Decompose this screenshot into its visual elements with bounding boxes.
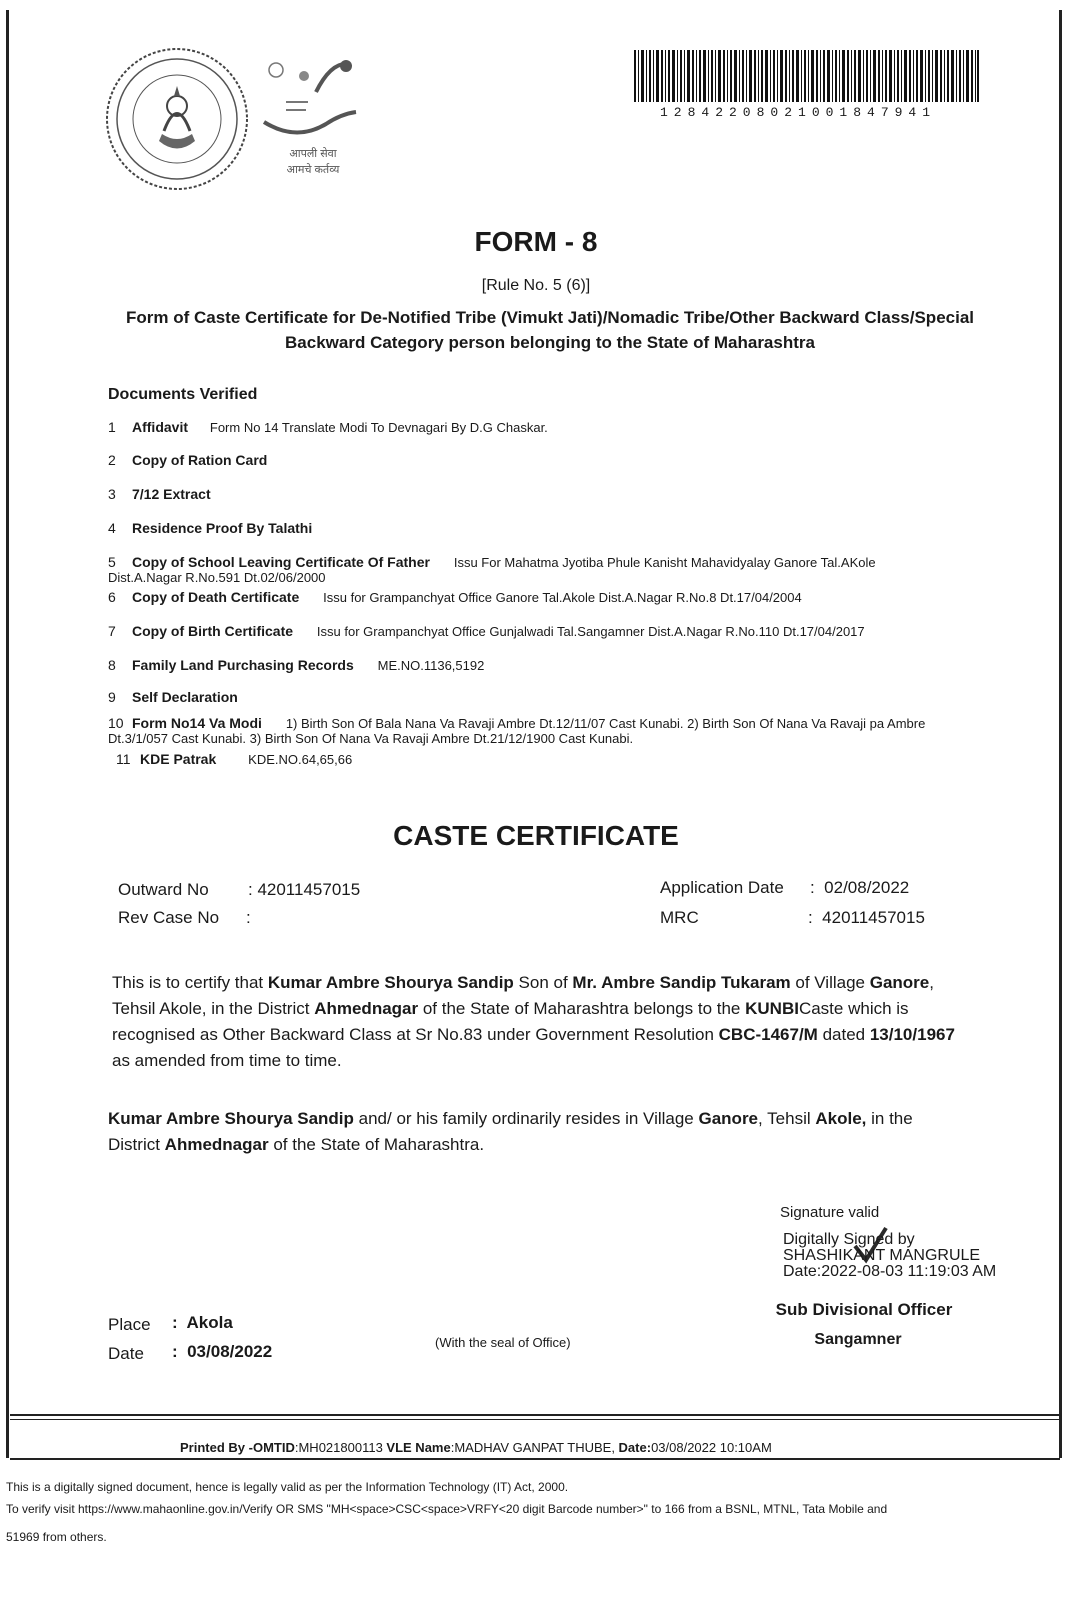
document-number: 10 (108, 715, 124, 731)
district-name: Ahmednagar (164, 1135, 269, 1154)
document-label: Copy of School Leaving Certificate Of Father (132, 554, 430, 570)
printed-date-label: Date: (618, 1440, 652, 1455)
document-number: 3 (108, 486, 116, 502)
rule-number: [Rule No. 5 (6)] (481, 277, 591, 294)
document-label: KDE Patrak (140, 751, 217, 767)
document-label: Family Land Purchasing Records (132, 657, 354, 673)
document-item (108, 590, 802, 605)
logo-caption-line: आमचे कर्तव्य (286, 164, 340, 176)
document-item (108, 555, 948, 585)
form-subtitle: Form of Caste Certificate for De-Notified Tribe (Vimukt Jati)/Nomadic Tribe/Other Backward Class/Special Backward Category person belonging to the State of Maharashtra (125, 308, 975, 352)
document-number: 8 (108, 657, 116, 673)
document-number: 7 (108, 623, 116, 639)
residence-text: of the State of Maharashtra. (268, 1135, 485, 1154)
document-label: Affidavit (132, 419, 188, 435)
signature-line: Digitally Signed by (783, 1231, 915, 1248)
residence-text: , Tehsil (758, 1109, 816, 1128)
document-item (116, 752, 352, 767)
document-item (108, 487, 211, 501)
signer-name: SHASHIKANT MANGRULE (783, 1247, 981, 1264)
signature-valid-text: Signature valid (780, 1204, 880, 1221)
document-item (108, 420, 548, 435)
district-name: Ahmednagar (314, 999, 419, 1018)
document-detail: Issu for Grampanchyat Office Gunjalwadi Tal.Sangamner Dist.A.Nagar R.No.110 Dt.17/04/2017 (316, 624, 865, 639)
mrc-value: : 42011457015 (808, 908, 925, 927)
father-name: Mr. Ambre Sandip Tukaram (572, 973, 791, 992)
officer-designation: Sub Divisional Officer (775, 1300, 953, 1319)
outward-no-label: Outward No (118, 880, 209, 899)
logo-caption-line: आपली सेवा (289, 148, 337, 160)
document-item (108, 624, 928, 639)
document-detail: Form No 14 Translate Modi To Devnagari By D.G Chaskar. (209, 420, 548, 435)
certify-text: of the State of Maharashtra belongs to the (418, 999, 746, 1018)
tehsil-name: Akole, (815, 1109, 867, 1128)
certify-text: of Village (790, 973, 870, 992)
rev-case-no-label: Rev Case No (118, 908, 220, 927)
document-number: 2 (108, 452, 116, 468)
certify-text: , Tehsil Akole, in the District (112, 973, 934, 1018)
printed-by-label: Printed By - (180, 1440, 253, 1455)
document-label: Copy of Death Certificate (132, 589, 300, 605)
logo-caption (268, 146, 358, 178)
omtid-value: :MH021800113 (294, 1440, 383, 1455)
certify-text: as amended from time to time. (112, 1051, 342, 1070)
printed-date-value: 03/08/2022 10:10AM (651, 1440, 772, 1455)
outward-no-value: : 42011457015 (248, 880, 361, 899)
divider (10, 1414, 1060, 1416)
residence-paragraph (108, 1106, 966, 1158)
resolution-date: 13/10/1967 (869, 1025, 955, 1044)
document-number: 11 (116, 751, 131, 767)
digital-signature (783, 1232, 996, 1280)
date-label: Date (108, 1344, 144, 1363)
signature-date: Date:2022-08-03 11:19:03 AM (783, 1263, 997, 1280)
document-item (108, 716, 958, 746)
form-title: FORM - 8 (474, 226, 598, 257)
officer-office: Sangamner (814, 1331, 902, 1348)
document-detail: KDE.NO.64,65,66 (248, 752, 353, 767)
barcode-image (634, 50, 979, 102)
footer-note: This is a digitally signed document, hence is legally valid as per the Information Technology (IT) Act, 2000. (6, 1480, 569, 1494)
document-item (108, 521, 312, 535)
mrc-label: MRC (660, 908, 699, 927)
document-item (108, 453, 267, 467)
seal-note: (With the seal of Office) (435, 1335, 571, 1350)
document-number: 9 (108, 689, 116, 705)
candidate-name: Kumar Ambre Shourya Sandip (108, 1109, 354, 1128)
document-label: Copy of Ration Card (132, 452, 268, 468)
village-name: Ganore (698, 1109, 759, 1128)
candidate-name: Kumar Ambre Shourya Sandip (267, 973, 514, 992)
village-name: Ganore (869, 973, 930, 992)
divider (10, 1419, 1060, 1420)
document-number: 6 (108, 589, 116, 605)
document-item (108, 690, 238, 704)
document-detail: Issu For Mahatma Jyotiba Phule Kanisht Mahavidyalay Ganore Tal.AKole Dist.A.Nagar R.No.591 Dt.02/06/2000 (108, 555, 876, 585)
place-value: : Akola (172, 1313, 233, 1332)
document-label: Self Declaration (132, 689, 238, 705)
vle-value: :MADHAV GANPAT THUBE, (450, 1440, 619, 1455)
application-date-label: Application Date (660, 878, 784, 897)
certify-text: Caste which is recognised as Other Backward Class at Sr No.83 under Government Resolution (112, 999, 909, 1044)
residence-text: in the District (108, 1109, 913, 1154)
certify-text: Son of (513, 973, 573, 992)
barcode-number: 12842208021001847941 (660, 105, 937, 120)
divider (10, 1458, 1060, 1460)
footer-sms: 51969 from others. (6, 1530, 107, 1544)
footer-verify: To verify visit https://www.mahaonline.gov.in/Verify OR SMS "MH<space>CSC<space>VRFY<20 digit Barcode number>" to 166 from a BSNL, MTNL, Tata Mobile and (6, 1502, 888, 1516)
vle-label: VLE Name (382, 1440, 451, 1455)
document-detail: ME.NO.1136,5192 (377, 658, 485, 673)
residence-text: and/ or his family ordinarily resides in Village (353, 1109, 699, 1128)
application-date-value: : 02/08/2022 (810, 878, 910, 897)
date-value: : 03/08/2022 (172, 1342, 273, 1361)
document-label: Copy of Birth Certificate (132, 623, 294, 639)
document-label: Residence Proof By Talathi (132, 520, 313, 536)
certify-paragraph (112, 970, 970, 1074)
place-label: Place (108, 1315, 151, 1334)
document-number: 5 (108, 554, 116, 570)
document-label: 7/12 Extract (132, 486, 211, 502)
document-number: 1 (108, 419, 116, 435)
resolution-number: CBC-1467/M (718, 1025, 818, 1044)
document-number: 4 (108, 520, 116, 536)
caste-certificate-title: CASTE CERTIFICATE (393, 820, 679, 851)
document-detail: 1) Birth Son Of Bala Nana Va Ravaji Ambre Dt.12/11/07 Cast Kunabi. 2) Birth Son Of Nana Va Ravaji pa Ambre Dt.3/1/057 Cast Kunabi. 3) Birth Son Of Nana Va Ravaji Ambre Dt.21/12/1900 Cast Kunabi. (108, 716, 926, 746)
caste-name: KUNBI (745, 999, 799, 1018)
documents-heading: Documents Verified (108, 386, 258, 403)
certify-text: This is to certify that (112, 973, 268, 992)
omtid-label: OMTID (252, 1440, 295, 1455)
document-item (108, 658, 484, 673)
document-label: Form No14 Va Modi (132, 715, 262, 731)
rev-case-no-value: : (246, 908, 251, 927)
certify-text: dated (817, 1025, 870, 1044)
printed-by (180, 1440, 772, 1455)
state-emblem-seal-icon (104, 46, 250, 192)
document-detail: Issu for Grampanchyat Office Ganore Tal.Akole Dist.A.Nagar R.No.8 Dt.17/04/2004 (323, 590, 802, 605)
